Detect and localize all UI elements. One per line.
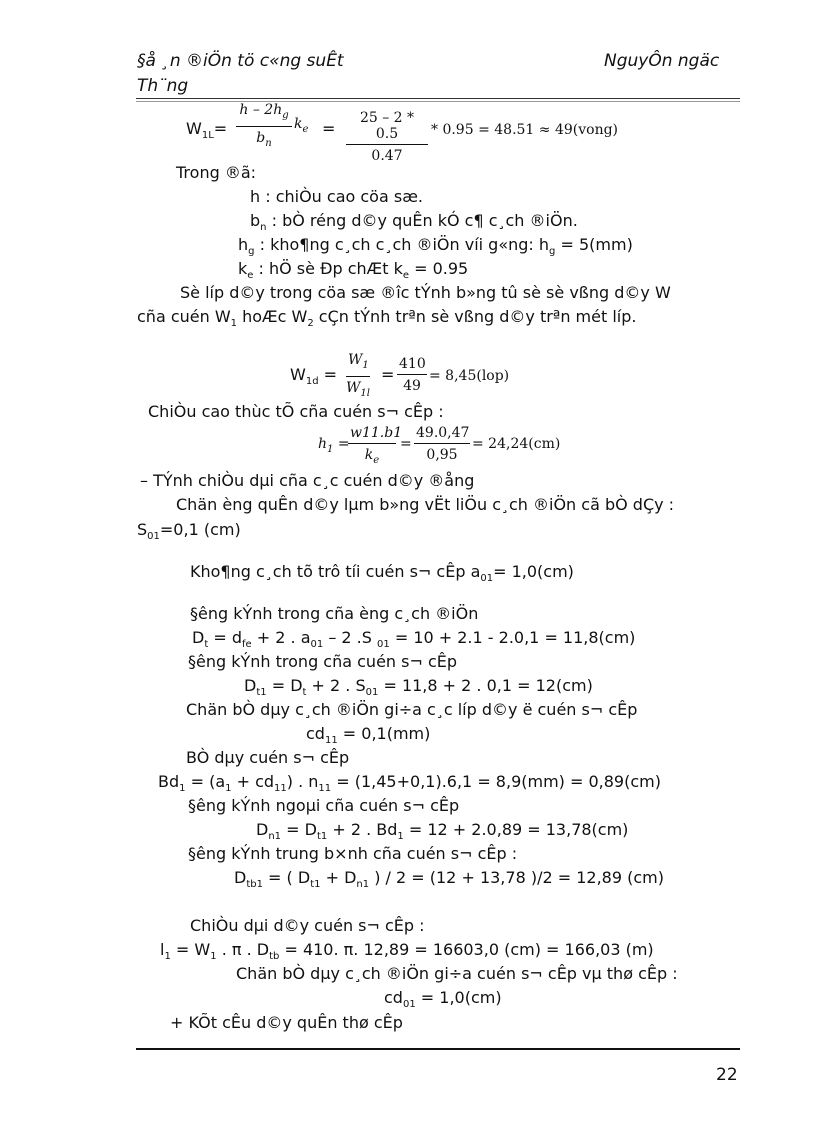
formula-w1d-equals: =: [381, 365, 395, 384]
formula-w1d-fraction: $\frac{W_1}{W_{1l}}$: [346, 352, 370, 399]
header-author: NguyÔn ngäc: [604, 51, 720, 71]
formula-cd11: $cd_{11} = 0,1(mm)$: [306, 724, 431, 747]
where-label: Trong ®ã:: [176, 163, 257, 182]
formula-w1d-label: $W_{1d}$ =: [290, 365, 338, 388]
page-number: 22: [716, 1065, 738, 1085]
formula-dn1: $D_{n1} = D_{t1} + 2$ . $Bd_1 = 12 + 2.0,89 = 13,78(cm)$: [256, 820, 629, 843]
definition-ke: $k_e$ : hÖ sè Ðp chÆt $k_e = 0.95$: [238, 259, 469, 282]
header-title: §å ¸n ®iÖn tö c«ng suÊt: [137, 51, 344, 71]
secondary-winding-structure: + KÕt cÊu d©y quÊn thø cÊp: [170, 1013, 403, 1032]
footer-rule: [136, 1048, 740, 1050]
outer-diameter-label: §êng kÝnh ngoµi cña cuén s¬ cÊp: [188, 796, 460, 815]
formula-h1-calc-fraction: $\frac{49.0,47}{0,95}$: [416, 425, 470, 463]
formula-w1d-result: = 8,45(lop): [429, 368, 510, 384]
definition-bn: $b_n$ : bÒ réng d©y quÊn kÓ c¶ c¸ch ®iÖn.: [250, 211, 578, 234]
formula-h1-result: = 24,24(cm): [472, 436, 561, 452]
actual-height-label: ChiÒu cao thùc tÕ cña cuén s¬ cÊp :: [148, 402, 444, 421]
winding-insulation-label: Chän bÒ dµy c¸ch ®iÖn gi÷a cuén s¬ cÊp vµ thø cÊp :: [236, 964, 678, 983]
formula-bd1: $Bd_1 = (a_1 + cd_{11})$ . $n_{11} = (1,45+0,1).6,1 = 8,9(mm) = 0,89(cm)$: [158, 772, 661, 795]
formula-dt1: $D_{t1} = D_t + 2$ . $S_{01} = 11,8 + 2$ . 0,1 = 12(cm): [244, 676, 593, 699]
tube-choice-line1: Chän èng quÊn d©y lµm b»ng vËt liÖu c¸ch ®iÖn cã bÒ dÇy :: [176, 495, 675, 514]
formula-w1l-calc-fraction: $\frac{25 - 2 * 0.5}{0.47}$: [346, 110, 428, 164]
formula-w1l-ke: $k_e$: [294, 116, 309, 135]
formula-w1l-result: * 0.95 = 48.51 ≈ 49(vong): [431, 122, 619, 138]
paragraph-layers-line1: Sè líp d©y trong cöa sæ ®îc tÝnh b»ng tû sè sè vßng d©y W: [180, 283, 671, 302]
formula-dt: $D_t = d_{fe} + 2$ . $a_{01} - 2$ .S $_{01}$ = 10 + 2.1 - 2.0,1 = 11,8(cm): [192, 628, 636, 651]
mean-diameter-label: §êng kÝnh trung b×nh cña cuén s¬ cÊp :: [188, 844, 518, 863]
formula-h1-equals: =: [400, 436, 412, 452]
coil-thickness-label: BÒ dµy cuén s¬ cÊp: [186, 748, 350, 767]
definition-hg: $h_g$ : kho¶ng c¸ch c¸ch ®iÖn víi g«ng: $h_g = 5(mm)$: [238, 235, 633, 258]
formula-dtb1: $D_{tb1}$ = ( $D_{t1} + D_{n1}$ ) / 2 = (12 + 13,78 )/2 = 12,89 (cm): [234, 868, 664, 891]
wire-length-label: ChiÒu dµi d©y cuén s¬ cÊp :: [190, 916, 425, 935]
tube-choice-line2: $S_{01}=0,1$ (cm): [137, 520, 241, 543]
section-coil-length: – TÝnh chiÒu dµi cña c¸c cuén d©y ®ång: [140, 471, 475, 490]
formula-cd01: $cd_{01} = 1,0(cm)$: [384, 988, 502, 1011]
header-title-continued: Th¨ng: [137, 76, 189, 96]
formula-h1-fraction: $\frac{w11.b1}{k_e}$: [350, 425, 403, 466]
formula-w1l-equals: =: [322, 119, 336, 138]
header-rule-thin: [136, 101, 740, 102]
header-rule: [136, 98, 740, 99]
definition-h: h : chiÒu cao cöa sæ.: [250, 187, 423, 206]
formula-w1l-fraction: $\frac{h - 2h_g}{b_n}$: [236, 102, 292, 152]
coil-inner-diameter-label: §êng kÝnh trong cña cuén s¬ cÊp: [188, 652, 458, 671]
formula-w1d-calc-fraction: $\frac{410}{49}$: [399, 356, 426, 394]
layer-insulation-label: Chän bÒ dµy c¸ch ®iÖn gi÷a c¸c líp d©y ë cuén s¬ cÊp: [186, 700, 638, 719]
tube-inner-diameter-label: §êng kÝnh trong cña èng c¸ch ®iÖn: [190, 604, 479, 623]
formula-w1l-label: $W_{1L}=$: [186, 119, 228, 142]
formula-l1: $l_1 = W_1$ . π . $D_{tb} = 410$. π. 12,89 = 16603,0 (cm) = 166,03 (m): [160, 940, 654, 963]
core-distance: Kho¶ng c¸ch tõ trô tíi cuén s¬ cÊp $a_{01}= 1,0(cm)$: [190, 562, 574, 585]
paragraph-layers-line2: cña cuén $W_1$ hoÆc $W_2$ cÇn tÝnh trªn sè vßng d©y trªn mét líp.: [137, 307, 637, 330]
formula-h1-label: $h_1$ =: [318, 436, 350, 455]
